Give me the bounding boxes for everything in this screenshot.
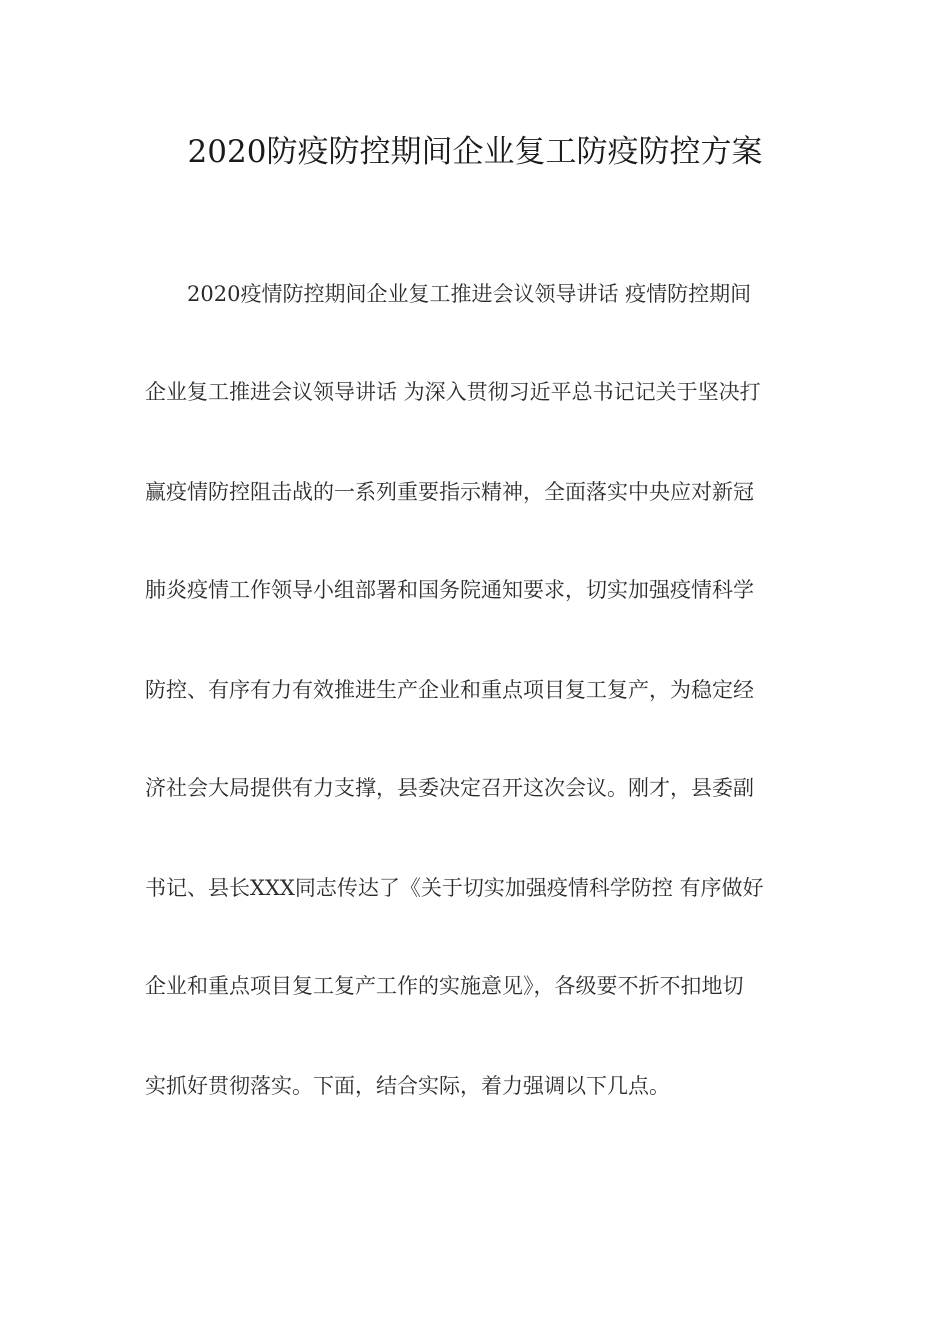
paragraph-line-7: 书记、县长XXX同志传达了《关于切实加强疫情科学防控 有序做好 xyxy=(145,876,764,900)
paragraph-line-9: 实抓好贯彻落实。下面，结合实际，着力强调以下几点。 xyxy=(145,1074,670,1098)
paragraph-line-5: 防控、有序有力有效推进生产企业和重点项目复工复产，为稳定经 xyxy=(145,678,754,702)
paragraph-line-6: 济社会大局提供有力支撑，县委决定召开这次会议。刚才，县委副 xyxy=(145,776,754,800)
paragraph-line-1: 2020疫情防控期间企业复工推进会议领导讲话 疫情防控期间 xyxy=(187,282,752,306)
paragraph-line-2: 企业复工推进会议领导讲话 为深入贯彻习近平总书记记关于坚决打 xyxy=(145,380,761,404)
paragraph-line-8: 企业和重点项目复工复产工作的实施意见》，各级要不折不扣地切 xyxy=(145,974,744,998)
paragraph-line-4: 肺炎疫情工作领导小组部署和国务院通知要求，切实加强疫情科学 xyxy=(145,578,754,602)
document-title: 2020防疫防控期间企业复工防疫防控方案 xyxy=(187,134,763,170)
paragraph-line-3: 赢疫情防控阻击战的一系列重要指示精神，全面落实中央应对新冠 xyxy=(145,480,754,504)
